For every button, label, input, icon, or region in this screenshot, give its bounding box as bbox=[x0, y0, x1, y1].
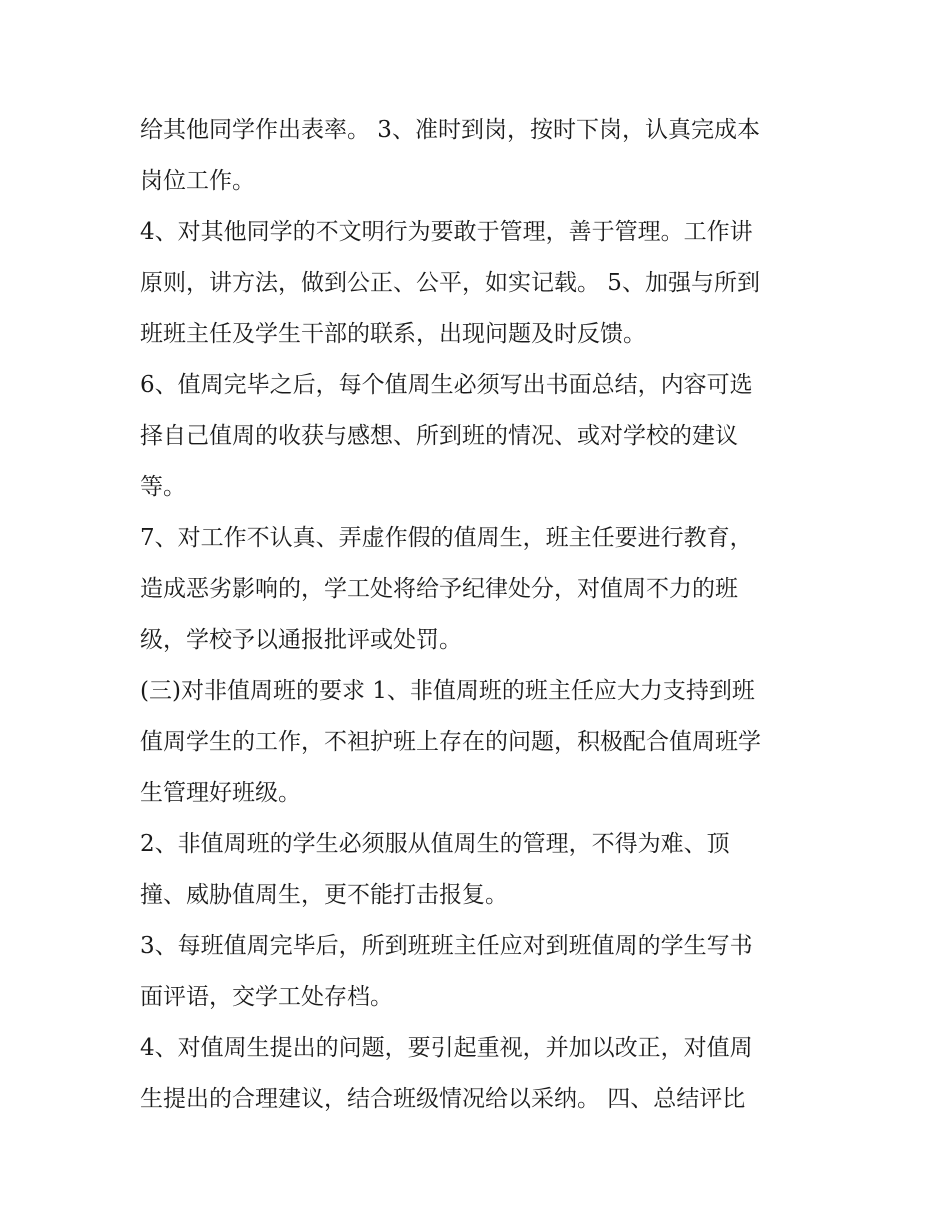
text-line: 岗位工作。 bbox=[140, 168, 255, 194]
text-line: 生提出的合理建议，结合班级情况给以采纳。 四、总结评比 bbox=[140, 1086, 746, 1112]
text-line: 生管理好班级。 bbox=[140, 780, 301, 806]
text-line: 择自己值周的收获与感想、所到班的情况、或对学校的建议 bbox=[140, 423, 738, 449]
text-line: 7、对工作不认真、弄虚作假的值周生，班主任要进行教育， bbox=[140, 525, 753, 551]
text-line: 4、对值周生提出的问题，要引起重视，并加以改正，对值周 bbox=[140, 1035, 753, 1061]
text-line: 3、每班值周完毕后，所到班班主任应对到班值周的学生写书 bbox=[140, 933, 753, 959]
text-line: 撞、威胁值周生，更不能打击报复。 bbox=[140, 882, 508, 908]
text-line: 班班主任及学生干部的联系，出现问题及时反馈。 bbox=[140, 321, 646, 347]
text-line: 级，学校予以通报批评或处罚。 bbox=[140, 627, 462, 653]
text-line: 6、值周完毕之后，每个值周生必须写出书面总结，内容可选 bbox=[140, 372, 753, 398]
text-line: 4、对其他同学的不文明行为要敢于管理，善于管理。工作讲 bbox=[140, 219, 753, 245]
text-line: 给其他同学作出表率。 3、准时到岗，按时下岗，认真完成本 bbox=[140, 117, 760, 143]
text-line: 值周学生的工作，不袒护班上存在的问题，积极配合值周班学 bbox=[140, 729, 761, 755]
text-line: 面评语，交学工处存档。 bbox=[140, 984, 393, 1010]
document-body bbox=[140, 105, 830, 1125]
text-line: 造成恶劣影响的，学工处将给予纪律处分，对值周不力的班 bbox=[140, 576, 738, 602]
text-line: (三)对非值周班的要求 1、非值周班的班主任应大力支持到班 bbox=[140, 678, 755, 704]
text-line: 2、非值周班的学生必须服从值周生的管理，不得为难、顶 bbox=[140, 831, 730, 857]
text-line: 等。 bbox=[140, 474, 186, 500]
text-line: 原则，讲方法，做到公正、公平，如实记载。 5、加强与所到 bbox=[140, 270, 760, 296]
